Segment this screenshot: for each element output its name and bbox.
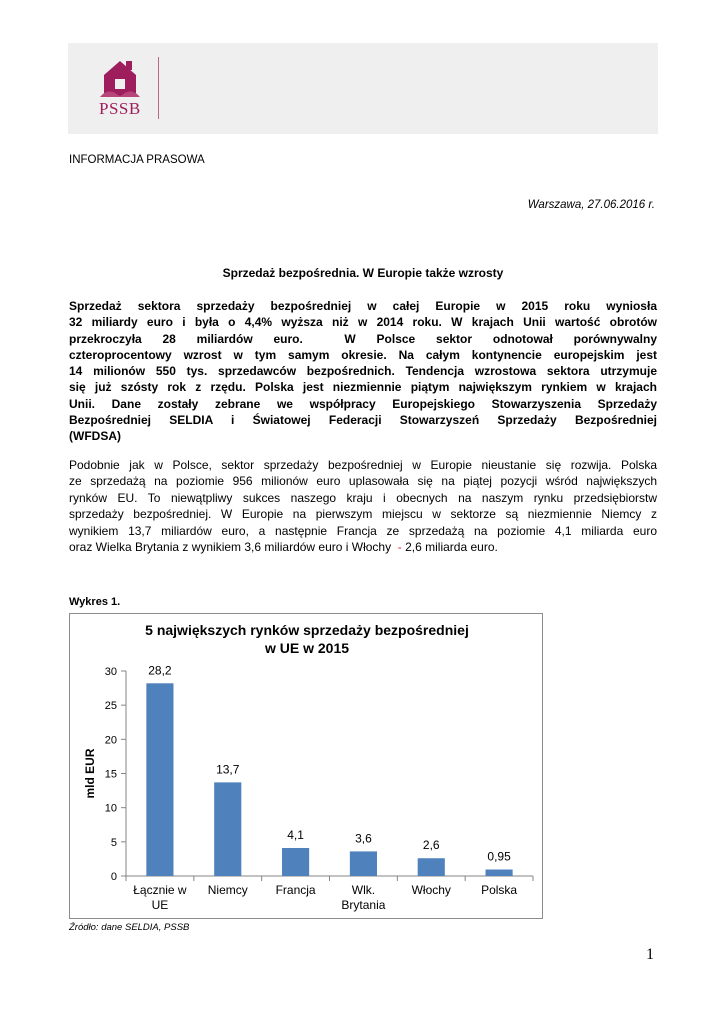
x-category-label: Polska — [481, 883, 518, 897]
lead-line: Unii. Dane zostały zebrane we współpracy Europejskiego Stowarzyszenia Sprzedaży — [69, 396, 657, 411]
body-line: sprzedaży bezpośredniej. W Europie na pierwszym miejscu w sektorze są niezmiennie Niemcy z — [69, 507, 657, 522]
body-last-before: oraz Wielka Brytania z wynikiem 3,6 miliardów euro i Włochy — [69, 540, 392, 555]
lead-line: czteroprocentowy wzrost w tym samym okresie. Na całym kontynencie europejskim jest — [69, 347, 657, 362]
x-category-label: Brytania — [341, 898, 386, 912]
chart-title: w UE w 2015 — [264, 640, 350, 656]
x-category-label: Łącznie w — [133, 883, 187, 897]
document-type-label: INFORMACJA PRASOWA — [69, 154, 205, 166]
y-tick-label: 25 — [104, 700, 117, 713]
lead-line: Bezpośredniej SELDIA i Światowej Federacji Stowarzyszeń Sprzedaży Bezpośredniej — [69, 413, 657, 428]
data-label: 2,6 — [422, 838, 440, 853]
data-label: 3,6 — [355, 831, 372, 846]
body-line: wynikiem 13,7 miliardów euro, a następnie Francja ze sprzedażą na poziomie 4,1 miliarda euro — [69, 523, 657, 538]
bar — [418, 858, 445, 876]
x-category-label: Niemcy — [207, 883, 248, 897]
x-category-label: Francja — [275, 883, 316, 897]
data-label: 13,7 — [216, 762, 240, 777]
bar — [282, 848, 309, 876]
y-tick-label: 30 — [104, 666, 117, 678]
figure-label: Wykres 1. — [69, 596, 121, 608]
bar-chart — [70, 614, 542, 918]
red-dash: - — [397, 540, 402, 555]
bar — [146, 683, 173, 876]
bar — [486, 870, 513, 876]
data-label: 28,2 — [148, 663, 172, 678]
source-note: Źródło: dane SELDIA, PSSB — [69, 922, 190, 933]
body-line-last — [69, 539, 657, 555]
data-label: 0,95 — [487, 849, 511, 864]
chart-title: 5 największych rynków sprzedaży bezpośredniej — [145, 622, 469, 638]
x-category-label: Wlk. — [351, 883, 376, 897]
y-axis-label: mld EUR — [83, 748, 97, 799]
data-label: 4,1 — [287, 827, 304, 842]
y-tick-label: 15 — [104, 768, 117, 781]
lead-line: się już szósty rok z rzędu. Polska jest niezmiennie piątym największym rynkiem w krajach — [69, 380, 657, 395]
logo-text: PSSB — [99, 99, 141, 118]
lead-line: (WFDSA) — [69, 429, 121, 444]
body-paragraph — [69, 457, 657, 555]
y-tick-label: 0 — [110, 871, 117, 883]
lead-line: przekroczyła 28 miliardów euro. W Polsce sektor odnotował porównywalny — [69, 331, 657, 346]
body-line: rynków EU. To niewątpliwy sukces naszego kraju i obecnych na naszym rynku przedsiębiorstw — [69, 490, 657, 505]
press-release-title: Sprzedaż bezpośrednia. W Europie także wzrosty — [222, 266, 504, 280]
y-tick-label: 5 — [110, 836, 117, 849]
bar — [214, 782, 241, 876]
x-category-label: UE — [151, 898, 169, 912]
body-line: Podobnie jak w Polsce, sektor sprzedaży bezpośredniej w Europie nieustanie się rozwija. Polska — [69, 458, 657, 472]
header-band — [68, 43, 658, 134]
page-number: 1 — [646, 946, 654, 963]
lead-line: 32 miliardy euro i była o 4,4% wyższa niż w 2014 roku. W krajach Unii wartość obrotów — [69, 315, 657, 330]
x-category-label: Włochy — [411, 883, 451, 897]
logo-divider — [158, 57, 159, 119]
y-tick-label: 20 — [104, 734, 117, 747]
body-line: ze sprzedażą na poziomie 956 milionów euro uplasowała się na piątej pozycji wśród największych — [69, 474, 657, 489]
lead-paragraph — [69, 298, 657, 445]
chart-frame — [69, 613, 543, 919]
body-last-after: 2,6 miliarda euro. — [405, 540, 498, 555]
date-line: Warszawa, 27.06.2016 r. — [527, 199, 655, 211]
y-tick-label: 10 — [104, 802, 117, 815]
bar — [350, 851, 377, 876]
lead-line: Sprzedaż sektora sprzedaży bezpośredniej w całej Europie w 2015 roku wyniosła — [69, 299, 657, 313]
lead-line: 14 milionów 550 tys. sprzedawców bezpośrednich. Tendencja wzrostowa sektora utrzymuje — [69, 364, 657, 379]
